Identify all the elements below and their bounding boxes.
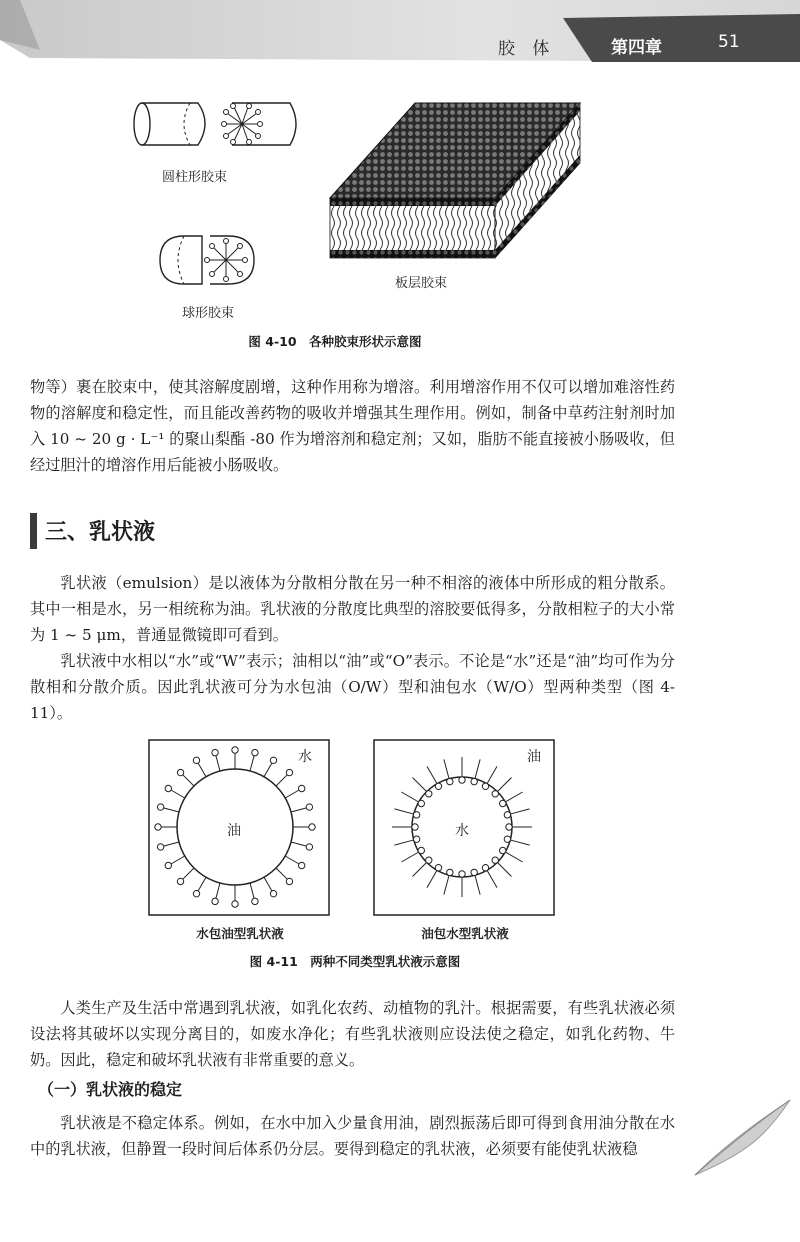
- chapter-tab: [563, 14, 800, 62]
- paragraph-emulsion-definition: 乳状液（emulsion）是以液体为分散相分散在另一种不相溶的液体中所形成的粗分散系。其中一相是水，另一相统称为油。乳状液的分散度比典型的溶胶要低得多，分散相粒子的大小常为 1 ~ 5 μm，普通显微镜即可看到。: [30, 574, 675, 644]
- surfactant-head: [157, 804, 163, 810]
- surfactant-head: [252, 749, 258, 755]
- emulsion-types-figure: [140, 735, 560, 920]
- micelle-shapes-figure: [120, 88, 600, 328]
- surfactant-head: [212, 898, 218, 904]
- surfactant-head: [413, 812, 419, 818]
- surfactant-head: [435, 865, 441, 871]
- spherical-micelle-icon: [160, 236, 254, 284]
- surfactant-head: [177, 878, 183, 884]
- water-in-oil-phase-label: 水: [455, 823, 469, 839]
- surfactant-head: [435, 783, 441, 789]
- surfactant-head: [165, 862, 171, 868]
- surfactant-head: [193, 757, 199, 763]
- subsection-title: （一）乳状液的稳定: [38, 1080, 183, 1099]
- section-marker: [30, 513, 37, 549]
- surfactant-head: [426, 857, 432, 863]
- surfactant-head: [459, 777, 465, 783]
- surfactant-head: [286, 769, 292, 775]
- surfactant-head: [482, 783, 488, 789]
- surfactant-head: [306, 804, 312, 810]
- surfactant-head: [232, 901, 238, 907]
- surfactant-head: [500, 800, 506, 806]
- surfactant-head: [447, 869, 453, 875]
- figure-4-11-caption: 图 4-11 两种不同类型乳状液示意图: [249, 954, 461, 969]
- surfactant-head: [270, 890, 276, 896]
- surfactant-head: [412, 824, 418, 830]
- surfactant-head: [155, 824, 161, 830]
- page-header: [0, 0, 800, 66]
- lamellar-micelle-label: 板层胶束: [395, 276, 448, 291]
- feather-decoration-icon: [690, 1090, 800, 1180]
- page-number: 51: [718, 32, 740, 52]
- surfactant-head: [447, 778, 453, 784]
- oil-in-water-phase-label: 油: [227, 823, 241, 839]
- surfactant-head: [286, 878, 292, 884]
- surfactant-head: [482, 865, 488, 871]
- surfactant-head: [418, 800, 424, 806]
- surfactant-head: [471, 869, 477, 875]
- cylindrical-micelle-icon: [134, 103, 296, 145]
- surfactant-head: [492, 791, 498, 797]
- header-chapter: 第四章: [611, 38, 662, 58]
- oil-in-water-medium-label: 水: [298, 749, 312, 765]
- surfactant-head: [157, 844, 163, 850]
- surfactant-head: [193, 890, 199, 896]
- paragraph-solubilization: 物等）裹在胶束中，使其溶解度剧增，这种作用称为增溶。利用增溶作用不仅可以增加难溶性药物的溶解度和稳定性，而且能改善药物的吸收并增强其生理作用。例如，制备中草药注射剂时加入 10 ~ 20 g · L⁻¹ 的聚山梨酯 -80 作为增溶剂和稳定剂；又如，脂肪不能直接被小肠吸收，但经过胆汁的增溶作用后能被小肠吸收。: [30, 378, 675, 474]
- surfactant-head: [309, 824, 315, 830]
- surfactant-head: [177, 769, 183, 775]
- surfactant-head: [306, 844, 312, 850]
- surfactant-head: [413, 836, 419, 842]
- surfactant-head: [506, 824, 512, 830]
- paragraph-emulsion-importance: 人类生产及生活中常遇到乳状液，如乳化农药、动植物的乳汁。根据需要，有些乳状液必须设法将其破坏以实现分离目的，如废水净化；有些乳状液则应设法使之稳定，如乳化药物、牛奶。因此，稳定和破坏乳状液有非常重要的意义。: [30, 999, 675, 1069]
- surfactant-head: [298, 785, 304, 791]
- spherical-micelle-label: 球形胶束: [182, 306, 235, 321]
- cylindrical-micelle-label: 圆柱形胶束: [162, 170, 228, 185]
- surfactant-head: [459, 871, 465, 877]
- surfactant-head: [232, 747, 238, 753]
- water-in-oil-label: 油包水型乳状液: [421, 926, 509, 941]
- lamellar-micelle-icon: [330, 103, 580, 258]
- paragraph-emulsion-types: 乳状液中水相以“水”或“W”表示；油相以“油”或“O”表示。不论是“水”还是“油”均可作为分散相和分散介质。因此乳状液可分为水包油（O/W）型和油包水（W/O）型两种类型（图 4-11）。: [30, 652, 675, 722]
- header-section-title: 胶 体: [498, 39, 556, 59]
- surfactant-head: [500, 847, 506, 853]
- surfactant-head: [270, 757, 276, 763]
- water-in-oil-medium-label: 油: [527, 749, 541, 765]
- surfactant-head: [252, 898, 258, 904]
- paragraph-emulsion-stability: 乳状液是不稳定体系。例如，在水中加入少量食用油，剧烈振荡后即可得到食用油分散在水中的乳状液，但静置一段时间后体系仍分层。要得到稳定的乳状液，必须要有能使乳状液稳: [30, 1114, 675, 1158]
- surfactant-head: [471, 778, 477, 784]
- figure-4-10-caption: 图 4-10 各种胶束形状示意图: [248, 334, 422, 349]
- surfactant-head: [426, 791, 432, 797]
- surfactant-head: [418, 847, 424, 853]
- surfactant-head: [504, 836, 510, 842]
- surfactant-head: [492, 857, 498, 863]
- oil-in-water-label: 水包油型乳状液: [196, 926, 284, 941]
- surfactant-head: [212, 749, 218, 755]
- surfactant-head: [298, 862, 304, 868]
- surfactant-head: [165, 785, 171, 791]
- section-title: 三、乳状液: [45, 520, 156, 545]
- surfactant-head: [504, 812, 510, 818]
